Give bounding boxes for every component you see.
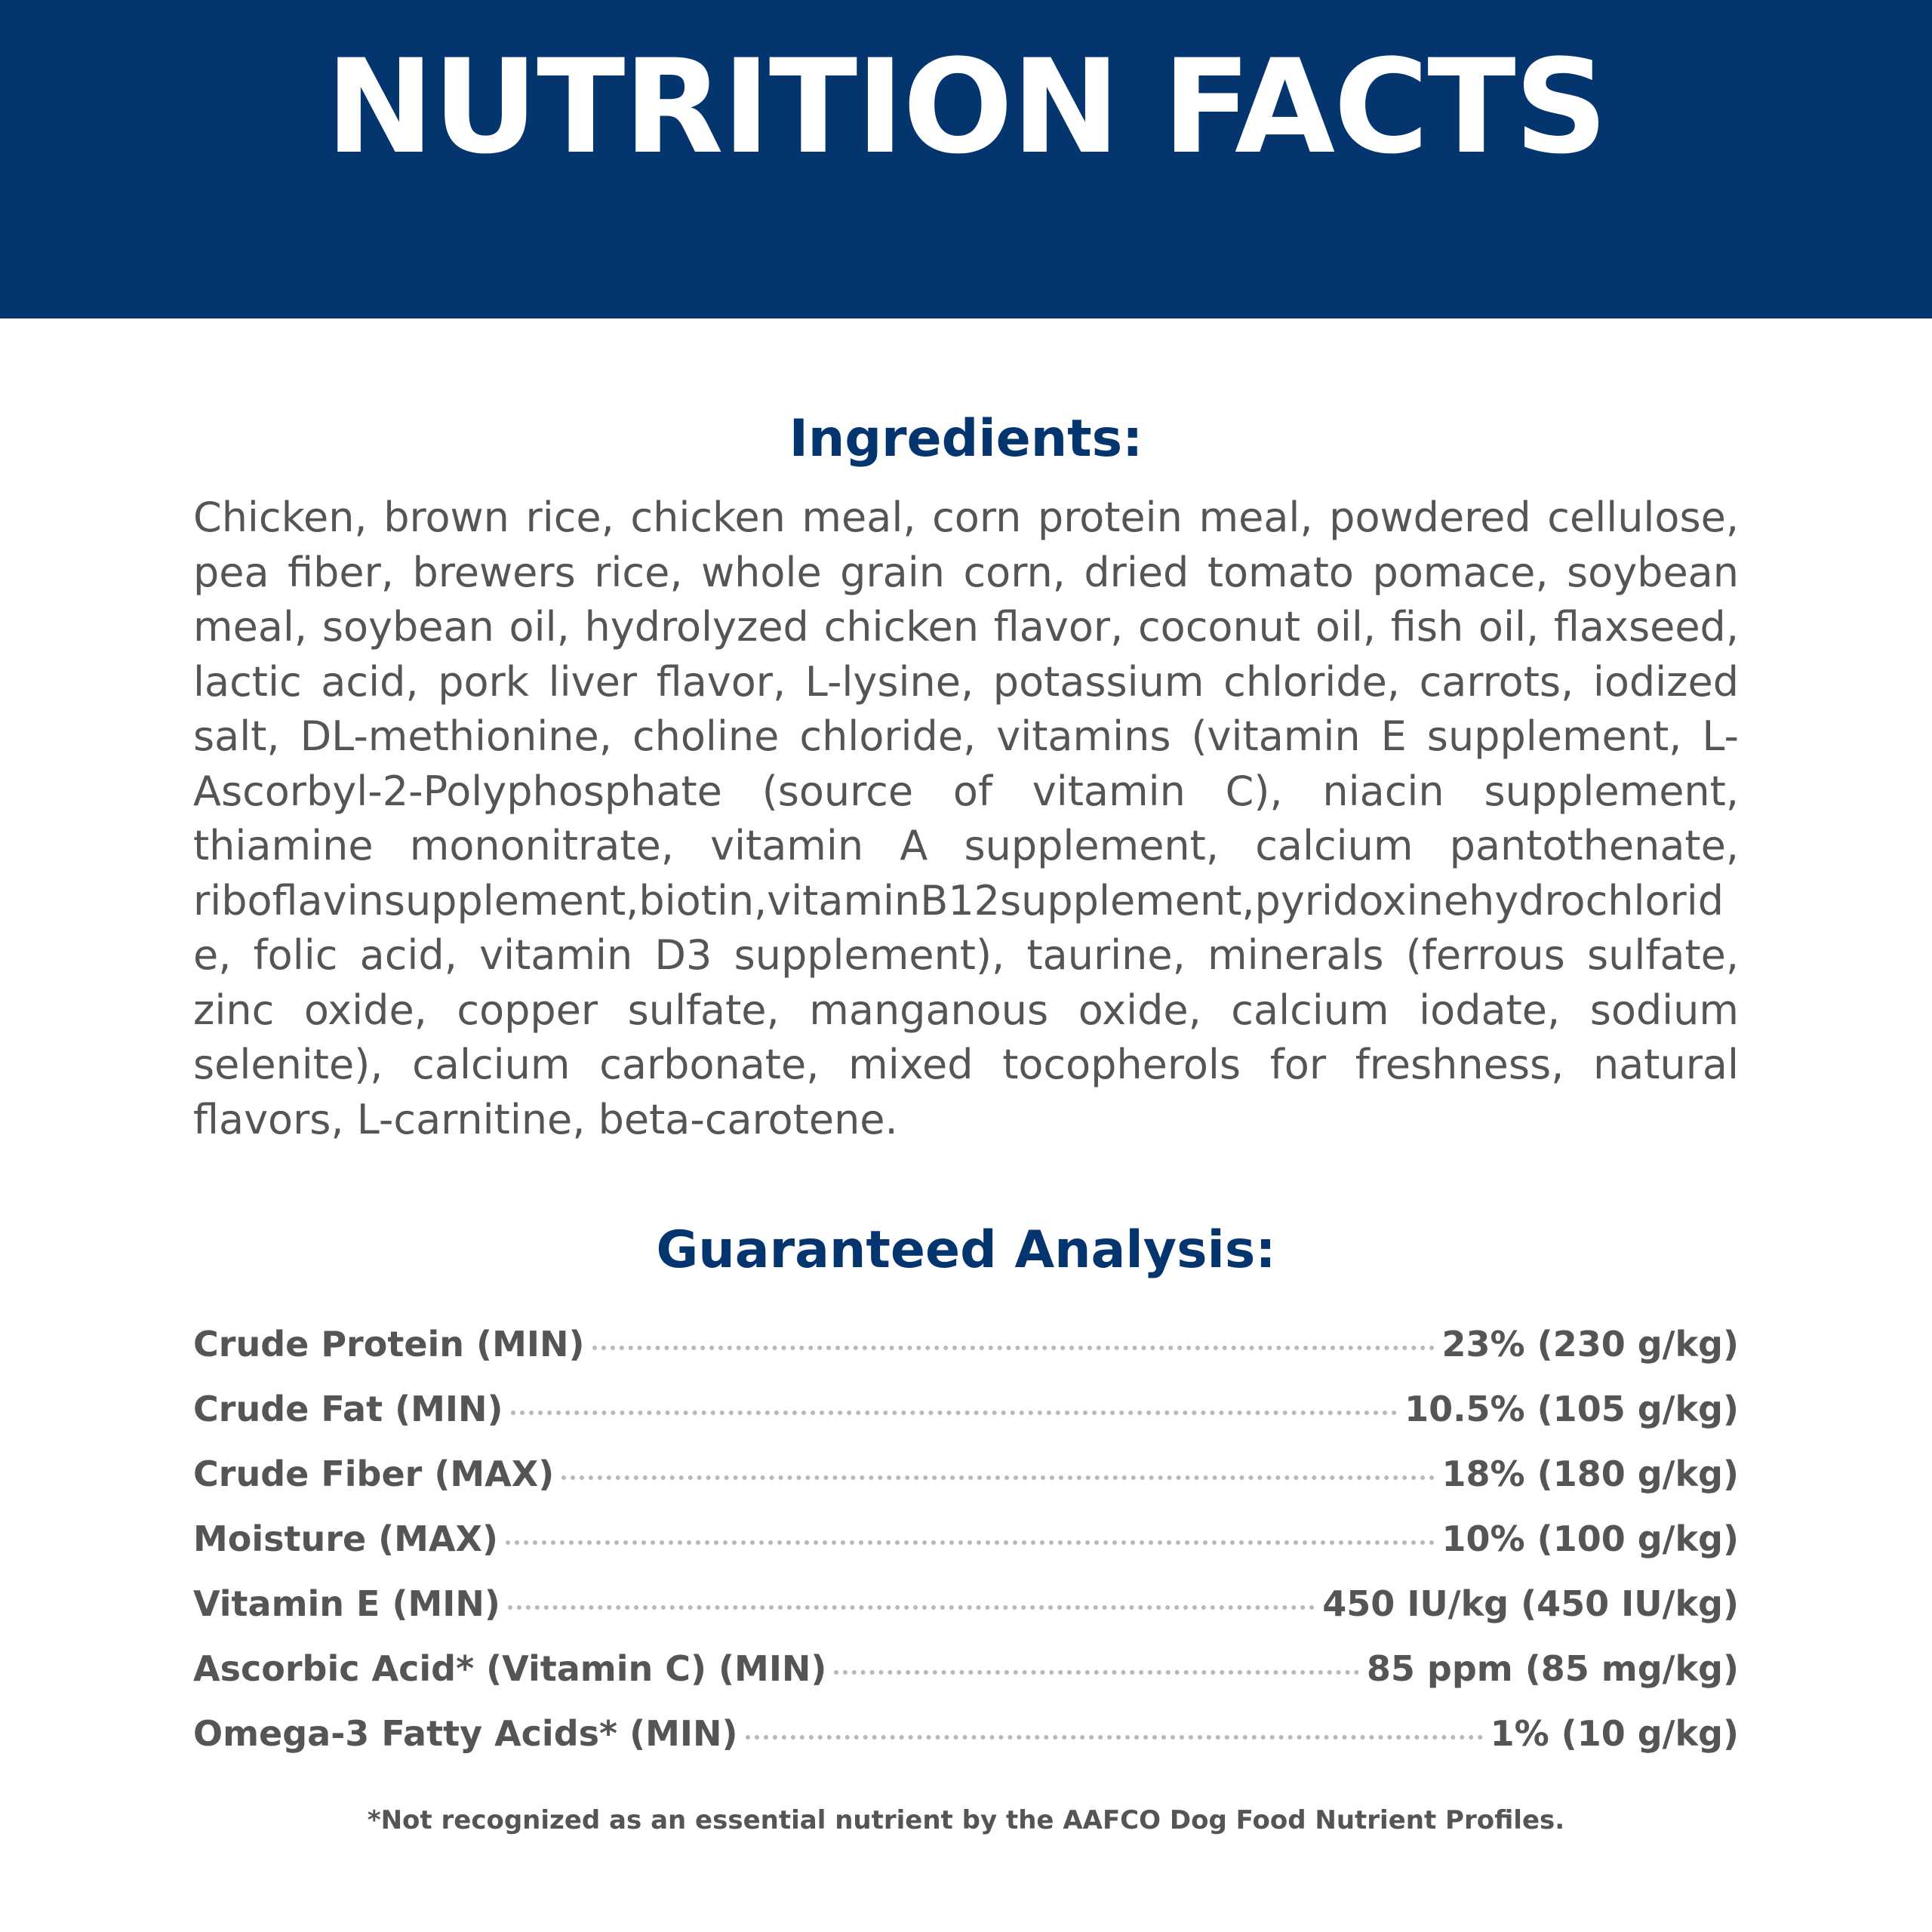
dot-leader [834, 1670, 1358, 1675]
header-banner [0, 0, 1932, 318]
analysis-row-label: Omega-3 Fatty Acids* (MIN) [193, 1713, 738, 1754]
page-title: NUTRITION FACTS [325, 31, 1607, 183]
analysis-row-label: Crude Fat (MIN) [193, 1389, 503, 1429]
analysis-row-value: 450 IU/kg (450 IU/kg) [1322, 1583, 1739, 1624]
dot-leader [561, 1475, 1434, 1480]
analysis-row-label: Crude Protein (MIN) [193, 1324, 585, 1364]
analysis-row-label: Crude Fiber (MAX) [193, 1454, 555, 1494]
analysis-row-value: 10.5% (105 g/kg) [1404, 1389, 1739, 1429]
analysis-row-omega-3 [193, 1701, 1739, 1766]
dot-leader [592, 1346, 1435, 1350]
dot-leader [508, 1605, 1315, 1610]
analysis-row-label: Moisture (MAX) [193, 1518, 499, 1559]
analysis-row-crude-fat [193, 1377, 1739, 1441]
analysis-row-crude-fiber [193, 1441, 1739, 1506]
ingredients-list: Chicken, brown rice, chicken meal, corn protein meal, powdered cellulose, pea fiber, brewers rice, whole grain corn, dried tomato pomace, soybean meal, soybean oil, hydrolyzed chicken flavor, coconut oil, fish oil, flaxseed, lactic acid, pork liver flavor, L-lysine, potassium chloride, carrots, iodized salt, DL-methionine, choline chloride, vitamins (vitamin E supplement, L-Ascorbyl-2-Polyphosphate (source of vitamin C), niacin supplement, thiamine mononitrate, vitamin A supplement, calcium pantothenate, riboflavinsupplement,biotin,vitaminB12supplement,pyridoxinehydrochloride, folic acid, vitamin D3 supplement), taurine, minerals (ferrous sulfate, zinc oxide, copper sulfate, manganous oxide, calcium iodate, sodium selenite), calcium carbonate, mixed tocopherols for freshness, natural flavors, L-carnitine, beta-carotene. [193, 494, 1739, 1143]
analysis-row-crude-protein [193, 1312, 1739, 1377]
analysis-row-value: 23% (230 g/kg) [1441, 1324, 1739, 1364]
analysis-row-label: Vitamin E (MIN) [193, 1583, 500, 1624]
guaranteed-analysis-heading: Guaranteed Analysis: [656, 1220, 1276, 1280]
analysis-row-value: 1% (10 g/kg) [1490, 1713, 1739, 1754]
analysis-row-value: 85 ppm (85 mg/kg) [1366, 1648, 1739, 1689]
ingredients-heading: Ingredients: [789, 409, 1143, 469]
analysis-row-ascorbic-acid [193, 1636, 1739, 1701]
analysis-row-moisture [193, 1506, 1739, 1571]
dot-leader [511, 1411, 1398, 1415]
guaranteed-analysis-table [193, 1312, 1739, 1766]
dot-leader [746, 1735, 1483, 1740]
analysis-row-value: 18% (180 g/kg) [1441, 1454, 1739, 1494]
analysis-row-value: 10% (100 g/kg) [1441, 1518, 1739, 1559]
dot-leader [506, 1540, 1434, 1545]
aafco-footnote: *Not recognized as an essential nutrient by the AAFCO Dog Food Nutrient Profiles. [367, 1805, 1565, 1835]
analysis-row-vitamin-e [193, 1571, 1739, 1636]
analysis-row-label: Ascorbic Acid* (Vitamin C) (MIN) [193, 1648, 827, 1689]
